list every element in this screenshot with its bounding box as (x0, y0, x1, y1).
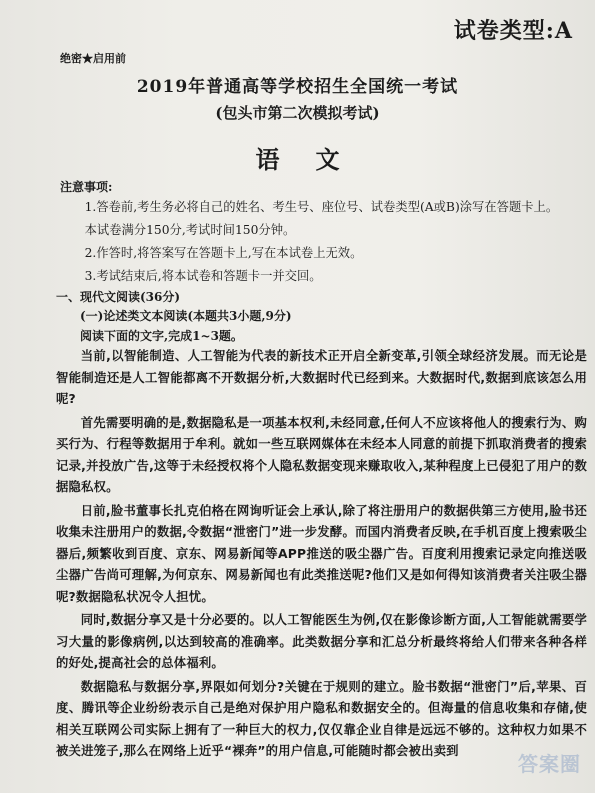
exam-subtitle: (包头市第二次模拟考试) (215, 104, 380, 122)
passage-paragraph: 首先需要明确的是,数据隐私是一项基本权利,未经同意,任何人不应该将他人的搜索行为、购买行为、行程等数据用于牟利。就如一些互联网媒体在未经本人同意的前提下抓取消费者的搜索记录,并投放广告,这等于未经授权将个人隐私数据变现来赚取收入,某种程度上已侵犯了用户的数据隐私权。 (56, 415, 587, 494)
note-item: 1.答卷前,考生务必将自己的姓名、考生号、座位号、试卷类型(A或B)涂写在答题卡上。 (84, 200, 559, 214)
passage-paragraph: 当前,以智能制造、人工智能为代表的新技术正开启全新变革,引领全球经济发展。而无论是智能制造还是人工智能都离不开数据分析,大数据时代已经到来。大数据时代,数据到底该怎么用呢? (56, 349, 587, 406)
watermark-logo: 答案圈 (518, 752, 581, 776)
note-item: 2.作答时,将答案写在答题卡上,写在本试卷上无效。 (84, 246, 363, 260)
reading-passage (56, 346, 587, 765)
section-heading: 一、现代文阅读(36分) (56, 290, 181, 304)
secret-label: 绝密★启用前 (60, 52, 126, 65)
section-subheading: (一)论述类文本阅读(本题共3小题,9分) (80, 309, 292, 323)
exam-title: 2019年普通高等学校招生全国统一考试 (136, 77, 459, 97)
note-item: 本试卷满分150分,考试时间150分钟。 (84, 223, 296, 237)
passage-paragraph: 日前,脸书董事长扎克伯格在网询听证会上承认,除了将注册用户的数据供第三方使用,脸书还收集未注册用户的数据,令数据“泄密门”进一步发酵。而国内消费者反映,在手机百度上搜索吸尘器后,频繁收到百度、京东、网易新闻等APP推送的吸尘器广告。百度利用搜索记录定向推送吸尘器广告尚可理解,为何京东、网易新闻也有此类推送呢?他们又是如何得知该消费者关注吸尘器呢?数据隐私状况令人担忧。 (56, 503, 587, 604)
passage-paragraph: 同时,数据分享又是十分必要的。以人工智能医生为例,仅在影像诊断方面,人工智能就需要学习大量的影像病例,以达到较高的准确率。此类数据分享和汇总分析最终将给人们带来各种各样的好处,提高社会的总体福利。 (56, 613, 587, 670)
notes-heading: 注意事项: (60, 180, 113, 194)
subject-title: 语文 (255, 145, 376, 174)
note-item: 3.考试结束后,将本试卷和答题卡一并交回。 (84, 269, 322, 283)
paper-type-label: 试卷类型:A (453, 18, 573, 44)
notes-list (60, 196, 581, 288)
passage-paragraph: 数据隐私与数据分享,界限如何划分?关键在于规则的建立。脸书数据“泄密门”后,苹果、百度、腾讯等企业纷纷表示自己是绝对保护用户隐私和数据安全的。但海量的信息收集和存储,使相关互联网公司实际上拥有了一种巨大的权力,仅仅靠企业自律是远远不够的。这种权力如果不被关进笼子,那么在网络上近乎“裸奔”的用户信息,可能随时都会被出卖到 (56, 679, 587, 758)
section-instruction: 阅读下面的文字,完成1~3题。 (80, 329, 243, 343)
